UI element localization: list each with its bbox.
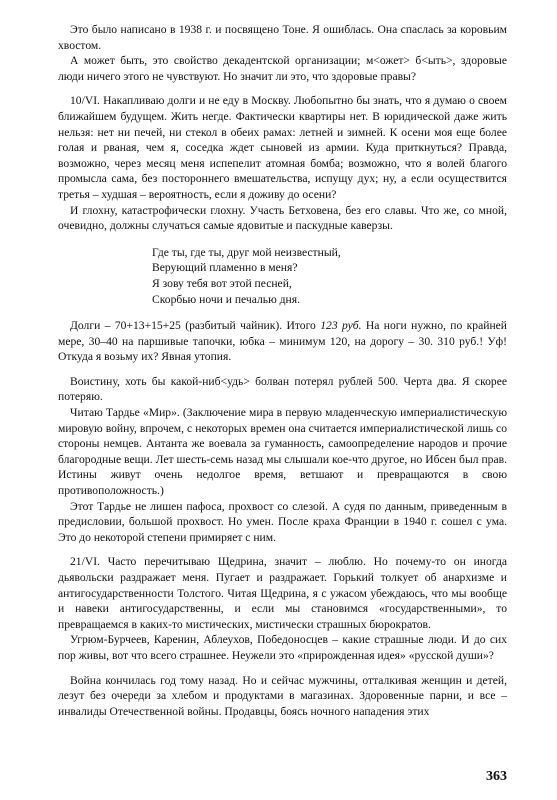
debts-text: Долги – 70+13+15+25 (разбитый чайник). Итого xyxy=(70,319,321,333)
paragraph-deafness: И глохну, катастрофически глохну. Участь Бетховена, без его славы. Что же, со мной, очевидно, должны случаться самые ядовитые и паскудные каверзы. xyxy=(58,203,507,233)
paragraph-diary-10-vi: 10/VI. Накапливаю долги и не еду в Москву. Любопытно бы знать, что я думаю о своем ближайшем будущем. Жить негде. Фактически квартиры нет. В юридической даже жить нельзя: нет ни печей, ни стекол в обеих рамах: летней и зимней. К осени моя еще более голая и рваная, чем я, соседка ждет сыновей из армии. Куда приткнуться? Правда, возможно, через месяц меня испепелит атомная бомба; возможно, что я волей благого промысла сама, без постороннего вмешательства, испущу дух; ну, а если осуществится третья – худшая – вероятность, если я доживу до осени? xyxy=(58,94,507,201)
debts-text-rest: На ноги нужно, по крайней мере, 30–40 на паршивые тапочки, юбка – минимум 120, на дорогу – 30. 310 руб.! Уф! Откуда я возьму их? Явная утопия. xyxy=(58,319,507,364)
paragraph-tonya: Это было написано в 1938 г. и посвящено Тоне. Я ошиблась. Она спаслась за коровьим хвостом. xyxy=(58,23,507,52)
poem-quatrain xyxy=(152,245,507,307)
body-text-continued xyxy=(58,318,507,719)
poem-line: Верующий пламенно в меня? xyxy=(152,261,298,275)
paragraph-tardieu: Читаю Тардье «Мир». (Заключение мира в первую младенческую империалистическую мировую войну, впрочем, с некоторых времен она считается империалистической лишь со стороны немцев. Антанта же воевала за гуманность, самоопределение народов и прочие благородные вещи. Лет шесть-семь назад мы слышали кое-что другое, но Ибсен был прав. Истины живут очень недолгое время, ветшают и превращаются в свою противоположность.) xyxy=(58,406,507,498)
paragraph-war-ended: Война кончилась год тому назад. Но и сейчас мужчины, отталкивая женщин и детей, лезут без очереди за хлебом и продуктами в магазинах. Здоровенные парни, и все – инвалиды Отечественной войны. Продавцы, боясь ночного нападения этих xyxy=(58,673,507,718)
paragraph-tardieu-pathos: Этот Тардье не лишен пафоса, прохвост со слезой. А судя по данным, приведенным в предисловии, большой прохвост. Но умен. После краха Франции в 1940 г. сошел с ума. Это до некоторой степени примиряет с ним. xyxy=(58,499,507,544)
paragraph-debts xyxy=(58,318,507,365)
body-text xyxy=(58,22,507,234)
paragraph-diary-21-vi: 21/VI. Часто перечитываю Щедрина, значит – люблю. Но почему-то он иногда дьявольски раздражает меня. Пугает и раздражает. Горький толкует об анархизме и антигосударственности Толстого. Читая Щедрина, я с ужасом убеждаюсь, что мы вообще и навеки антигосударственны, и если мы становимся «государственными», то превращаемся в каких-то мистических, мистически страшных бюрократов. xyxy=(58,555,507,631)
poem-line: Скорбью ночи и печалью дня. xyxy=(152,292,300,306)
paragraph-ugryum-burcheev: Угрюм-Бурчеев, Каренин, Аблеухов, Победоносцев – какие страшные люди. И до сих пор живы, вот что всего страшнее. Неужели это «прирожденная идея» «русской души»? xyxy=(58,633,507,662)
paragraph-500-rubles: Воистину, хоть бы какой-ниб<удь> болван потерял рублей 500. Черта два. Я скорее потеряю. xyxy=(58,374,507,404)
poem-line: Я зову тебя вот этой песней, xyxy=(152,276,292,290)
page-number: 363 xyxy=(486,769,507,784)
debts-total: 123 руб. xyxy=(320,319,362,333)
poem-line: Где ты, где ты, друг мой неизвестный, xyxy=(152,245,341,259)
paragraph-decadent: А может быть, это свойство декадентской организации; м<ожет> б<ыть>, здоровые люди ничего этого не чувствуют. Но значит ли это, что здоровые правы? xyxy=(58,54,507,83)
